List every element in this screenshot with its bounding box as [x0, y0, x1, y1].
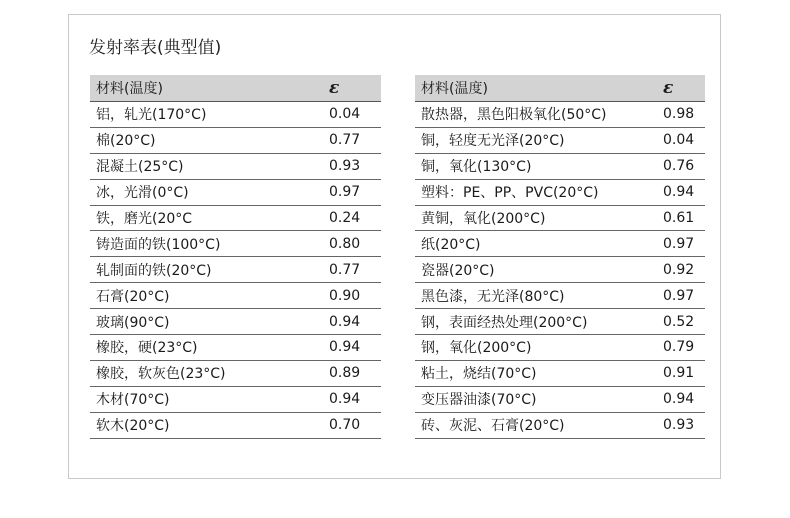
table-header-row: [415, 75, 705, 102]
material-cell: 粘土，烧结(70°C): [415, 360, 657, 386]
material-cell: 铜，轻度无光泽(20°C): [415, 127, 657, 153]
table-row: [90, 386, 381, 412]
emissivity-cell: 0.61: [657, 205, 705, 231]
table-row: [90, 231, 381, 257]
emissivity-cell: 0.97: [323, 179, 381, 205]
table-header-row: [90, 75, 381, 102]
emissivity-cell: 0.24: [323, 205, 381, 231]
material-cell: 橡胶，软灰色(23°C): [90, 360, 323, 386]
emissivity-cell: 0.77: [323, 127, 381, 153]
emissivity-cell: 0.04: [657, 127, 705, 153]
table-row: [415, 179, 705, 205]
emissivity-cell: 0.97: [657, 231, 705, 257]
table-row: [90, 283, 381, 309]
material-cell: 玻璃(90°C): [90, 309, 323, 335]
material-cell: 铜，氧化(130°C): [415, 153, 657, 179]
emissivity-table-left: [90, 75, 381, 439]
emissivity-cell: 0.76: [657, 153, 705, 179]
emissivity-cell: 0.97: [657, 283, 705, 309]
material-cell: 砖、灰泥、石膏(20°C): [415, 412, 657, 438]
table-row: [415, 127, 705, 153]
table-row: [90, 179, 381, 205]
material-cell: 混凝土(25°C): [90, 153, 323, 179]
emissivity-cell: 0.94: [323, 335, 381, 361]
material-cell: 棉(20°C): [90, 127, 323, 153]
table-row: [415, 231, 705, 257]
material-cell: 黄铜，氧化(200°C): [415, 205, 657, 231]
material-cell: 塑料：PE、PP、PVC(20°C): [415, 179, 657, 205]
epsilon-column-header: ε: [657, 75, 705, 102]
table-row: [90, 412, 381, 438]
material-cell: 纸(20°C): [415, 231, 657, 257]
epsilon-column-header: ε: [323, 75, 381, 102]
emissivity-cell: 0.93: [323, 153, 381, 179]
material-cell: 钢，表面经热处理(200°C): [415, 309, 657, 335]
emissivity-cell: 0.80: [323, 231, 381, 257]
material-cell: 钢，氧化(200°C): [415, 335, 657, 361]
material-cell: 软木(20°C): [90, 412, 323, 438]
emissivity-cell: 0.94: [323, 386, 381, 412]
emissivity-cell: 0.04: [323, 102, 381, 128]
table-row: [415, 412, 705, 438]
table-row: [90, 153, 381, 179]
emissivity-cell: 0.92: [657, 257, 705, 283]
table-row: [415, 102, 705, 128]
emissivity-cell: 0.52: [657, 309, 705, 335]
table-row: [415, 386, 705, 412]
material-cell: 轧制面的铁(20°C): [90, 257, 323, 283]
emissivity-panel: [68, 14, 721, 479]
emissivity-cell: 0.79: [657, 335, 705, 361]
table-row: [415, 153, 705, 179]
table-row: [415, 283, 705, 309]
material-cell: 冰，光滑(0°C): [90, 179, 323, 205]
table-row: [90, 102, 381, 128]
emissivity-cell: 0.94: [323, 309, 381, 335]
emissivity-cell: 0.98: [657, 102, 705, 128]
material-cell: 瓷器(20°C): [415, 257, 657, 283]
table-row: [90, 127, 381, 153]
emissivity-cell: 0.70: [323, 412, 381, 438]
emissivity-cell: 0.91: [657, 360, 705, 386]
table-row: [90, 360, 381, 386]
emissivity-cell: 0.93: [657, 412, 705, 438]
material-cell: 变压器油漆(70°C): [415, 386, 657, 412]
material-cell: 石膏(20°C): [90, 283, 323, 309]
table-row: [415, 309, 705, 335]
material-column-header: 材料(温度): [90, 75, 323, 102]
emissivity-table-right: [415, 75, 705, 439]
table-row: [415, 360, 705, 386]
material-cell: 铝，轧光(170°C): [90, 102, 323, 128]
page-title: 发射率表(典型值): [89, 38, 222, 58]
material-cell: 铁，磨光(20°C: [90, 205, 323, 231]
material-cell: 散热器，黑色阳极氧化(50°C): [415, 102, 657, 128]
material-column-header: 材料(温度): [415, 75, 657, 102]
table-row: [415, 205, 705, 231]
material-cell: 木材(70°C): [90, 386, 323, 412]
table-row: [415, 335, 705, 361]
table-row: [90, 205, 381, 231]
emissivity-cell: 0.94: [657, 179, 705, 205]
table-row: [90, 257, 381, 283]
table-row: [90, 309, 381, 335]
table-row: [90, 335, 381, 361]
material-cell: 铸造面的铁(100°C): [90, 231, 323, 257]
emissivity-cell: 0.89: [323, 360, 381, 386]
emissivity-cell: 0.90: [323, 283, 381, 309]
emissivity-cell: 0.77: [323, 257, 381, 283]
material-cell: 黑色漆，无光泽(80°C): [415, 283, 657, 309]
table-row: [415, 257, 705, 283]
material-cell: 橡胶，硬(23°C): [90, 335, 323, 361]
emissivity-cell: 0.94: [657, 386, 705, 412]
